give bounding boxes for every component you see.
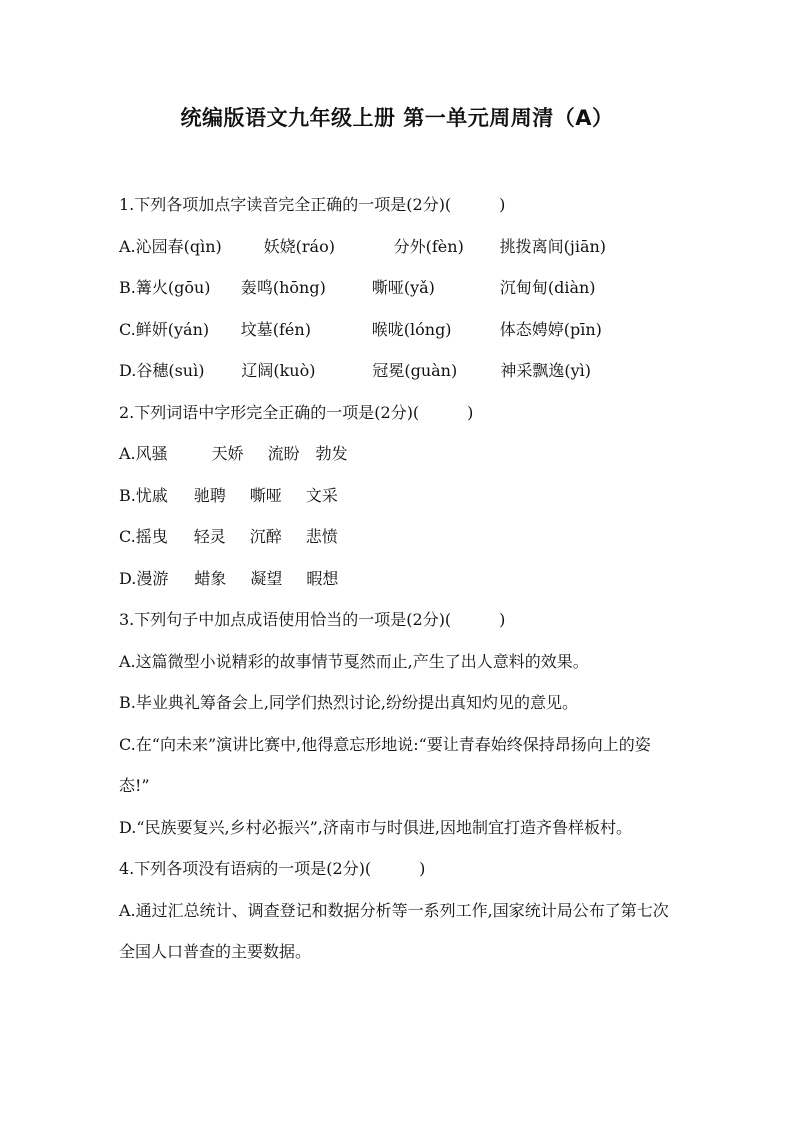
option-item: 流盼 [267,444,300,463]
document-title: 统编版语文九年级上册 第一单元周周清（A） [180,106,614,130]
question-2-option-a [119,433,679,475]
option-item: 驰聘 [193,485,226,505]
option-item: 轻灵 [193,527,226,546]
question-2-stem: 2.下列词语中字形完全正确的一项是(2分)( ) [119,402,474,422]
option-item: 文采 [305,485,338,505]
option-item: 蜡象 [194,568,227,588]
option-item: 嘶哑 [249,485,282,505]
question-1-option-c [119,309,679,351]
question-1-option-a [119,226,679,268]
option-label: B. [119,485,136,505]
option-item: 篝火(gōu) [135,278,211,297]
option-item: 沉甸甸(diàn) [499,278,596,297]
option-item: 风骚 [135,444,168,463]
option-item: 漫游 [136,568,169,588]
option-item: 嘶哑(yǎ) [371,278,435,297]
question-2-option-d [119,558,679,600]
question-1-option-b [119,267,679,309]
question-1-option-d [119,350,679,392]
question-3-option-d: D.“民族要复兴,乡村必振兴”,济南市与时俱进,因地制宜打造齐鲁样板村。 [119,817,632,837]
option-label: C. [119,319,136,339]
question-3-stem: 3.下列句子中加点成语使用恰当的一项是(2分)( ) [119,610,506,629]
option-item: 喉咙(lóng) [371,319,452,339]
question-4-option-a: A.通过汇总统计、调查登记和数据分析等一系列工作,国家统计局公布了第七次全国人口普查的主要数据。 [119,900,669,961]
question-3-option-b: B.毕业典礼筹备会上,同学们热烈讨论,纷纷提出真知灼见的意见。 [119,693,579,712]
option-item: 冠冕(guàn) [372,361,458,380]
option-item: 体态娉婷(pīn) [499,319,602,339]
option-item: 悲愤 [305,527,338,546]
option-item: 分外(fèn) [393,236,464,256]
option-item: 鲜妍(yán) [135,319,210,339]
option-label: D. [119,361,137,380]
option-item: 凝望 [250,568,283,588]
question-3-option-c: C.在“向未来”演讲比赛中,他得意忘形地说:“要让青春始终保持昂扬向上的姿态!” [119,734,651,795]
option-item: 挑拨离间(jiān) [499,236,607,256]
question-2-option-b [119,475,679,517]
option-label: A. [119,444,136,463]
question-1-stem: 1.下列各项加点字读音完全正确的一项是(2分)( ) [119,195,506,214]
option-item: 坟墓(fén) [240,319,311,339]
option-item: 辽阔(kuò) [241,361,316,380]
option-item: 神采飘逸(yì) [500,361,591,380]
option-item: 妖娆(ráo) [263,236,335,256]
question-list [119,184,679,973]
option-item: 天娇 [211,444,244,463]
question-3-option-a: A.这篇微型小说精彩的故事情节戛然而止,产生了出人意料的效果。 [119,651,589,671]
option-item: 忧戚 [135,485,168,505]
option-label: B. [119,278,136,297]
question-4-stem: 4.下列各项没有语病的一项是(2分)( ) [119,859,426,878]
option-item: 勃发 [315,444,348,463]
question-2-option-c [119,516,679,558]
option-item: 沉醉 [249,527,282,546]
option-item: 轰鸣(hōng) [240,278,326,297]
option-label: A. [119,236,136,256]
option-item: 摇曳 [135,527,168,546]
option-label: C. [119,527,136,546]
option-item: 暇想 [306,568,339,588]
option-label: D. [119,568,137,588]
option-item: 沁园春(qìn) [135,236,222,256]
option-item: 谷穗(suì) [136,361,205,380]
